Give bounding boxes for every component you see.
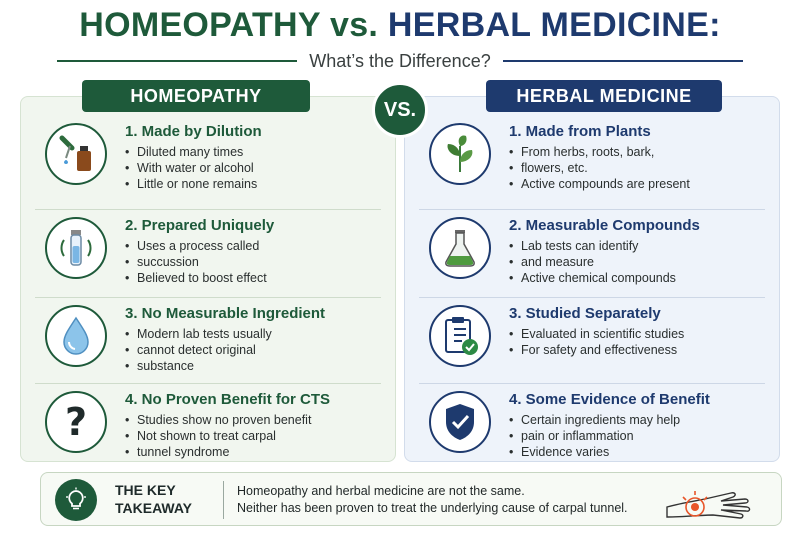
wrist-pain-hand-icon: [661, 477, 761, 528]
takeaway-line2: Neither has been proven to treat the underlying cause of carpal tunnel.: [237, 501, 628, 515]
bullet: • Lab tests can identify: [509, 238, 769, 254]
bullet: • flowers, etc.: [509, 160, 769, 176]
bullet: • From herbs, roots, bark,: [509, 144, 769, 160]
item-title: 1. Made by Dilution: [125, 123, 262, 140]
vs-badge: VS.: [372, 82, 428, 138]
herbal-medicine-panel: [404, 96, 780, 462]
page-subtitle: What’s the Difference?: [309, 50, 491, 71]
title-homeopathy: HOMEOPATHY vs.: [79, 6, 379, 44]
bullet: • Uses a process called: [125, 238, 385, 254]
vial-shake-icon: [45, 217, 107, 279]
item-title: 2. Prepared Uniquely: [125, 217, 275, 234]
bullet: • succussion: [125, 254, 385, 270]
key-takeaway-box: [40, 472, 782, 526]
bullet: • Little or none remains: [125, 176, 385, 192]
herbal-item-1: [405, 123, 779, 203]
bullet: • Active compounds are present: [509, 176, 769, 192]
item-title: 3. No Measurable Ingredient: [125, 305, 326, 322]
bullet: • Certain ingredients may help: [509, 412, 769, 428]
water-drop-icon: [45, 305, 107, 367]
subtitle-rule-left: [57, 60, 297, 62]
leaf-plant-icon: [429, 123, 491, 185]
takeaway-label-line1: THE KEY: [115, 482, 176, 498]
bullet: • substance: [125, 358, 385, 374]
item-title: 1. Made from Plants: [509, 123, 651, 140]
divider: [35, 209, 381, 210]
bullet: • For safety and effectiveness: [509, 342, 769, 358]
bullet: • and measure: [509, 254, 769, 270]
homeopathy-panel: [20, 96, 396, 462]
shield-check-icon: [429, 391, 491, 453]
bullet: • Studies show no proven benefit: [125, 412, 385, 428]
divider: [419, 297, 765, 298]
bullet: • pain or inflammation: [509, 428, 769, 444]
bullet: • Diluted many times: [125, 144, 385, 160]
subtitle-rule-right: [503, 60, 743, 62]
bullet: • Evidence varies: [509, 444, 769, 460]
flask-icon: [429, 217, 491, 279]
bullet: • Active chemical compounds: [509, 270, 769, 286]
herbal-item-3: [405, 305, 779, 385]
takeaway-label-line2: TAKEAWAY: [115, 500, 193, 516]
item-title: 4. Some Evidence of Benefit: [509, 391, 710, 408]
homeopathy-item-1: [21, 123, 395, 203]
lightbulb-icon: [55, 479, 97, 521]
divider: [35, 383, 381, 384]
bullet: • Believed to boost effect: [125, 270, 385, 286]
divider: [419, 209, 765, 210]
clipboard-check-icon: [429, 305, 491, 367]
item-title: 4. No Proven Benefit for CTS: [125, 391, 331, 408]
homeopathy-item-2: [21, 217, 395, 297]
divider: [419, 383, 765, 384]
subtitle-row: [0, 50, 800, 72]
takeaway-label: [115, 481, 192, 517]
title-herbal-medicine: HERBAL MEDICINE:: [387, 6, 721, 44]
bullet: • tunnel syndrome: [125, 444, 385, 460]
herbal-item-2: [405, 217, 779, 297]
bullet: • With water or alcohol: [125, 160, 385, 176]
bullet: • cannot detect original: [125, 342, 385, 358]
herbal-item-4: [405, 391, 779, 461]
takeaway-divider: [223, 481, 224, 519]
homeopathy-item-3: [21, 305, 395, 385]
takeaway-line1: Homeopathy and herbal medicine are not the same.: [237, 484, 525, 498]
homeopathy-tag: HOMEOPATHY: [82, 80, 310, 112]
bullet: • Not shown to treat carpal: [125, 428, 385, 444]
item-title: 3. Studied Separately: [509, 305, 661, 322]
homeopathy-item-4: [21, 391, 395, 461]
item-title: 2. Measurable Compounds: [509, 217, 700, 234]
divider: [35, 297, 381, 298]
herbal-medicine-tag: HERBAL MEDICINE: [486, 80, 722, 112]
takeaway-text: [237, 483, 628, 517]
question-mark-icon: ?: [45, 391, 107, 453]
dropper-bottle-icon: [45, 123, 107, 185]
page-title: [0, 6, 800, 45]
bullet: • Evaluated in scientific studies: [509, 326, 769, 342]
bullet: • Modern lab tests usually: [125, 326, 385, 342]
